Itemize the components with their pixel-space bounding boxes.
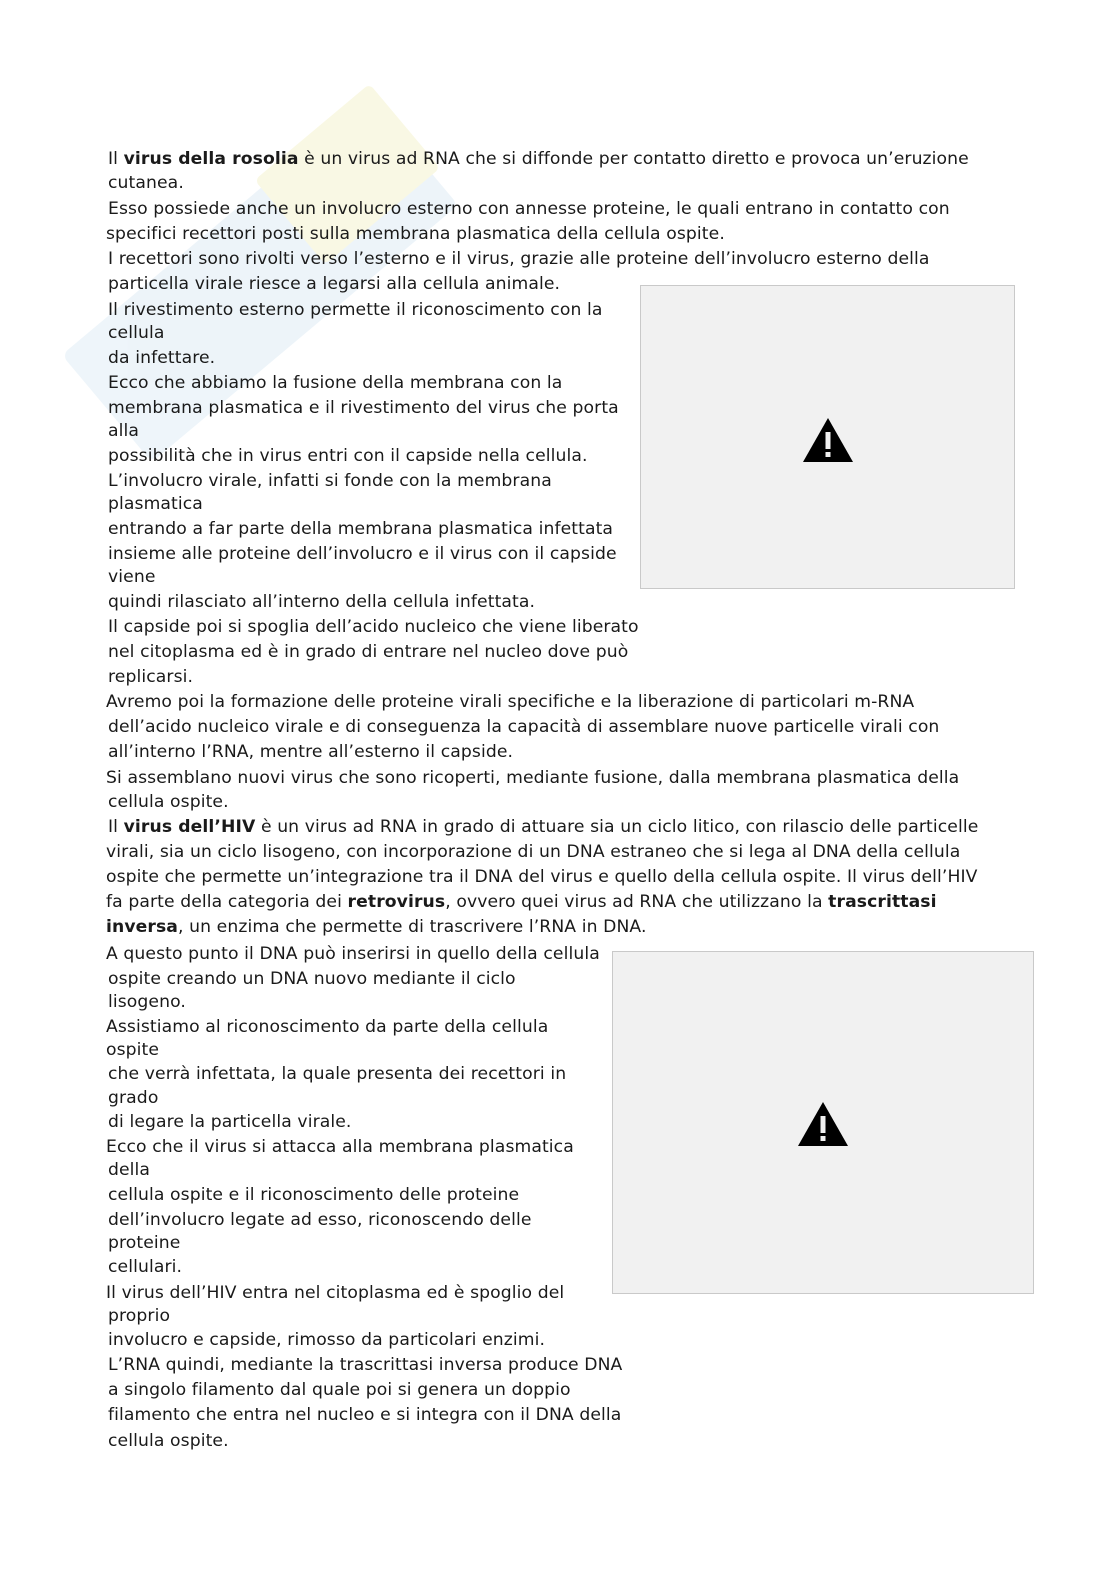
column-line: dell’involucro legate ad esso, riconoscendo delle [108,1210,532,1230]
paragraph-line: virali, sia un ciclo lisogeno, con incorporazione di un DNA estraneo che si lega al DNA della cellula [106,842,961,862]
image-placeholder [640,285,1015,589]
column-line: L’involucro virale, infatti si fonde con la membrana [108,471,552,491]
paragraph-line: I recettori sono rivolti verso l’esterno e il virus, grazie alle proteine dell’involucro esterno della [108,249,930,269]
column-line: ospite creando un DNA nuovo mediante il ciclo [108,969,516,989]
paragraph-line: fa parte della categoria dei retrovirus, ovvero quei virus ad RNA che utilizzano la trascrittasi [106,892,937,912]
column-line: che verrà infettata, la quale presenta dei recettori in [108,1064,567,1084]
column-line: Assistiamo al riconoscimento da parte della cellula [106,1017,549,1037]
paragraph-line: Il virus dell’HIV è un virus ad RNA in grado di attuare sia un ciclo litico, con rilascio delle particelle [108,817,979,837]
column-line: da infettare. [108,348,216,368]
paragraph-line: Avremo poi la formazione delle proteine virali specifiche e la liberazione di particolari m-RNA [106,692,915,712]
column-line: filamento che entra nel nucleo e si integra con il DNA della [108,1405,622,1425]
warning-icon [801,416,855,464]
column-line: quindi rilasciato all’interno della cellula infettata. [108,592,536,612]
column-line: ospite [106,1040,160,1060]
paragraph-line: Si assemblano nuovi virus che sono ricoperti, mediante fusione, dalla membrana plasmatica della [106,768,960,788]
column-line: replicarsi. [108,667,194,687]
paragraph-line: particella virale riesce a legarsi alla cellula animale. [108,274,561,294]
column-line: Il capside poi si spoglia dell’acido nucleico che viene liberato [108,617,639,637]
column-line: cellula ospite. [108,1431,229,1451]
column-line: cellula [108,323,165,343]
column-line: Il virus dell’HIV entra nel citoplasma ed è spoglio del [106,1283,565,1303]
paragraph-line: ospite che permette un’integrazione tra il DNA del virus e quello della cellula ospite. Il virus dell’HIV [106,867,978,887]
image-placeholder [612,951,1034,1294]
column-line: grado [108,1088,159,1108]
column-line: proprio [108,1306,171,1326]
column-line: cellula ospite e il riconoscimento delle proteine [108,1185,520,1205]
paragraph-line: inversa, un enzima che permette di trascrivere l’RNA in DNA. [106,917,647,937]
column-line: della [108,1160,151,1180]
paragraph-line: specifici recettori posti sulla membrana plasmatica della cellula ospite. [106,224,725,244]
column-line: entrando a far parte della membrana plasmatica infettata [108,519,614,539]
column-line: insieme alle proteine dell’involucro e il virus con il capside [108,544,617,564]
column-line: Il rivestimento esterno permette il riconoscimento con la [108,300,603,320]
column-line: L’RNA quindi, mediante la trascrittasi inversa produce DNA [108,1355,623,1375]
paragraph-line: dell’acido nucleico virale e di conseguenza la capacità di assemblare nuove particelle virali con [108,717,940,737]
column-line: plasmatica [108,494,203,514]
warning-icon [796,1100,850,1148]
column-line: Ecco che abbiamo la fusione della membrana con la [108,373,563,393]
paragraph-line: cellula ospite. [108,792,229,812]
column-line: lisogeno. [108,992,186,1012]
column-line: nel citoplasma ed è in grado di entrare nel nucleo dove può [108,642,629,662]
column-line: proteine [108,1233,181,1253]
column-line: A questo punto il DNA può inserirsi in quello della cellula [106,944,600,964]
column-line: di legare la particella virale. [108,1112,352,1132]
paragraph-line: Esso possiede anche un involucro esterno con annesse proteine, le quali entrano in contatto con [108,199,950,219]
paragraph-line: all’interno l’RNA, mentre all’esterno il capside. [108,742,514,762]
paragraph-line: Il virus della rosolia è un virus ad RNA che si diffonde per contatto diretto e provoca un’eruzione [108,149,969,169]
paragraph-line: cutanea. [108,173,184,193]
column-line: a singolo filamento dal quale poi si genera un doppio [108,1380,571,1400]
column-line: cellulari. [108,1257,183,1277]
column-line: possibilità che in virus entri con il capside nella cellula. [108,446,588,466]
column-line: involucro e capside, rimosso da particolari enzimi. [108,1330,546,1350]
column-line: viene [108,567,156,587]
column-line: membrana plasmatica e il rivestimento del virus che porta [108,398,619,418]
column-line: alla [108,421,140,441]
column-line: Ecco che il virus si attacca alla membrana plasmatica [106,1137,574,1157]
